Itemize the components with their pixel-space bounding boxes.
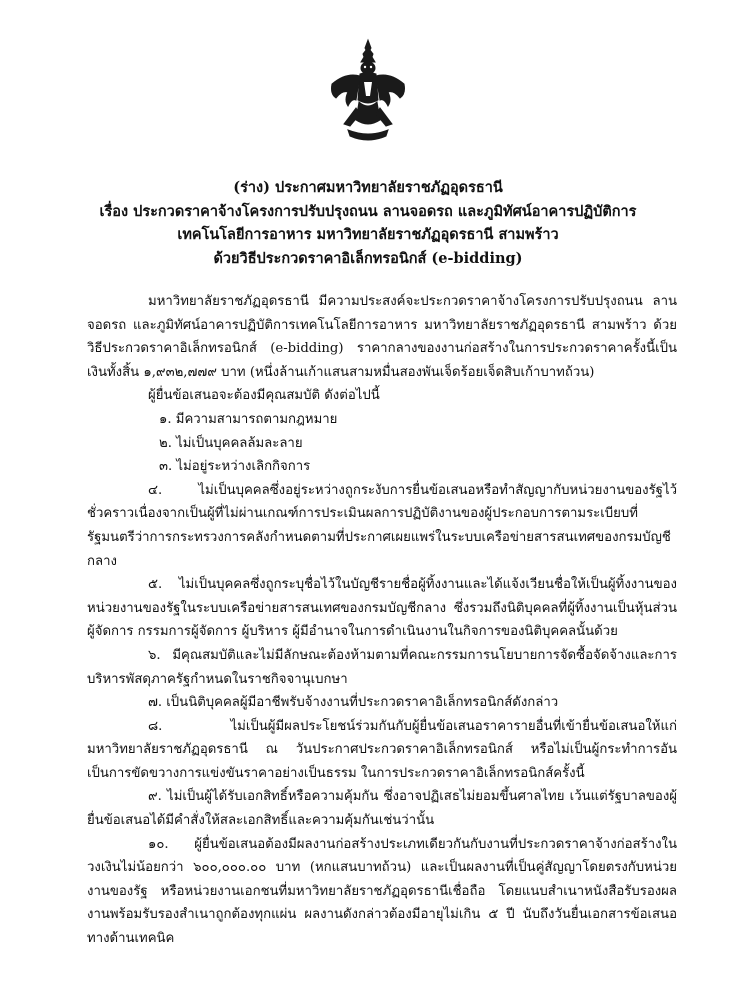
title-line-1: (ร่าง) ประกาศมหาวิทยาลัยราชภัฏอุดรธานี [233,179,503,196]
qualification-item-7: ๗. เป็นนิติบุคคลผู้มีอาชีพรับจ้างงานที่ประกวดราคาอิเล็กทรอนิกส์ดังกล่าว [148,695,559,711]
qualification-item-9: ๙. ไม่เป็นผู้ได้รับเอกสิทธิ์หรือความคุ้มกัน ซึ่งอาจปฏิเสธไม่ยอมขึ้นศาลไทย เว้นแต่รัฐบาลของผู้ยื่นข้อเสนอได้มีคำสั่งให้สละเอกสิทธิ์และความคุ้มกันเช่นว่านั้น [87,789,677,829]
qualification-heading: ผู้ยื่นข้อเสนอจะต้องมีคุณสมบัติ ดังต่อไปนี้ [148,388,380,404]
qualification-item-8: ๘. ไม่เป็นผู้มีผลประโยชน์ร่วมกันกับผู้ยื่นข้อเสนอราคารายอื่นที่เข้ายื่นข้อเสนอให้แก่มหาวิทยาลัยราชภัฏอุดรธานี ณ วันประกาศประกวดราคาอิเล็กทรอนิกส์ หรือไม่เป็นผู้กระทำการอันเป็นการขัดขวางการแข่งขันราคาอย่างเป็นธรรม ในการประกวดราคาอิเล็กทรอนิกส์ครั้งนี้ [87,718,677,781]
qualification-item-2: ๒. ไม่เป็นบุคคลล้มละลาย [159,435,303,451]
title-line-4: ด้วยวิธีประกวดราคาอิเล็กทรอนิกส์ (e-bidding) [213,249,523,267]
qualification-item-6: ๖. มีคุณสมบัติและไม่มีลักษณะต้องห้ามตามที่คณะกรรมการนโยบายการจัดซื้อจัดจ้างและการบริหารพัสดุภาครัฐกำหนดในราชกิจจานุเบกษา [87,647,677,687]
qualification-item-1: ๑. มีความสามารถตามกฎหมาย [159,411,338,427]
garuda-emblem-icon [326,38,410,148]
announcement-body [87,290,677,951]
announcement-title [60,176,676,270]
qualification-item-10: ๑๐. ผู้ยื่นข้อเสนอต้องมีผลงานก่อสร้างประเภทเดียวกันกับงานที่ประกวดราคาจ้างก่อสร้างในวงเงินไม่น้อยกว่า ๖๐๐,๐๐๐.๐๐ บาท (หกแสนบาทถ้วน) และเป็นผลงานที่เป็นคู่สัญญาโดยตรงกับหน่วยงานของรัฐ หรือหน่วยงานเอกชนที่มหาวิทยาลัยราชภัฏอุดรธานีเชื่อถือ โดยแนบสำเนาหนังสือรับรองผลงานพร้อมรับรองสำเนาถูกต้องทุกแผ่น ผลงานดังกล่าวต้องมีอายุไม่เกิน ๕ ปี นับถึงวันยื่นเอกสารข้อเสนอทางด้านเทคนิค [87,836,677,947]
qualification-item-3: ๓. ไม่อยู่ระหว่างเลิกกิจการ [159,459,311,475]
title-line-2: เรื่อง ประกวดราคาจ้างโครงการปรับปรุงถนน ลานจอดรถ และภูมิทัศน์อาคารปฏิบัติการ [99,202,637,220]
qualification-item-5: ๕. ไม่เป็นบุคคลซึ่งถูกระบุชื่อไว้ในบัญชีรายชื่อผู้ทิ้งงานและได้แจ้งเวียนชื่อให้เป็นผู้ทิ้งงานของหน่วยงานของรัฐในระบบเครือข่ายสารสนเทศของกรมบัญชีกลาง ซึ่งรวมถึงนิติบุคคลที่ผู้ทิ้งงานเป็นหุ้นส่วนผู้จัดการ กรรมการผู้จัดการ ผู้บริหาร ผู้มีอำนาจในการดำเนินงานในกิจการของนิติบุคคลนั้นด้วย [87,577,677,640]
intro-paragraph: มหาวิทยาลัยราชภัฏอุดรธานี มีความประสงค์จะประกวดราคาจ้างโครงการปรับปรุงถนน ลานจอดรถ และภูมิทัศน์อาคารปฏิบัติการเทคโนโลยีการอาหาร มหาวิทยาลัยราชภัฏอุดรธานี สามพร้าว ด้วยวิธีประกวดราคาอิเล็กทรอนิกส์ (e-bidding) ราคากลางของงานก่อสร้างในการประกวดราคาครั้งนี้เป็นเงินทั้งสิ้น ๑,๙๓๒,๗๗๙ บาท (หนึ่งล้านเก้าแสนสามหมื่นสองพันเจ็ดร้อยเจ็ดสิบเก้าบาทถ้วน) [87,294,677,380]
qualification-item-4: ๔. ไม่เป็นบุคคลซึ่งอยู่ระหว่างถูกระงับการยื่นข้อเสนอหรือทำสัญญากับหน่วยงานของรัฐไว้ชั่วคราวเนื่องจากเป็นผู้ที่ไม่ผ่านเกณฑ์การประเมินผลการปฏิบัติงานของผู้ประกอบการตามระเบียบที่รัฐมนตรีว่าการกระทรวงการคลังกำหนดตามที่ประกาศเผยแพร่ในระบบเครือข่ายสารสนเทศของกรมบัญชีกลาง [87,482,677,569]
title-line-3: เทคโนโลยีการอาหาร มหาวิทยาลัยราชภัฏอุดรธานี สามพร้าว [177,226,559,243]
